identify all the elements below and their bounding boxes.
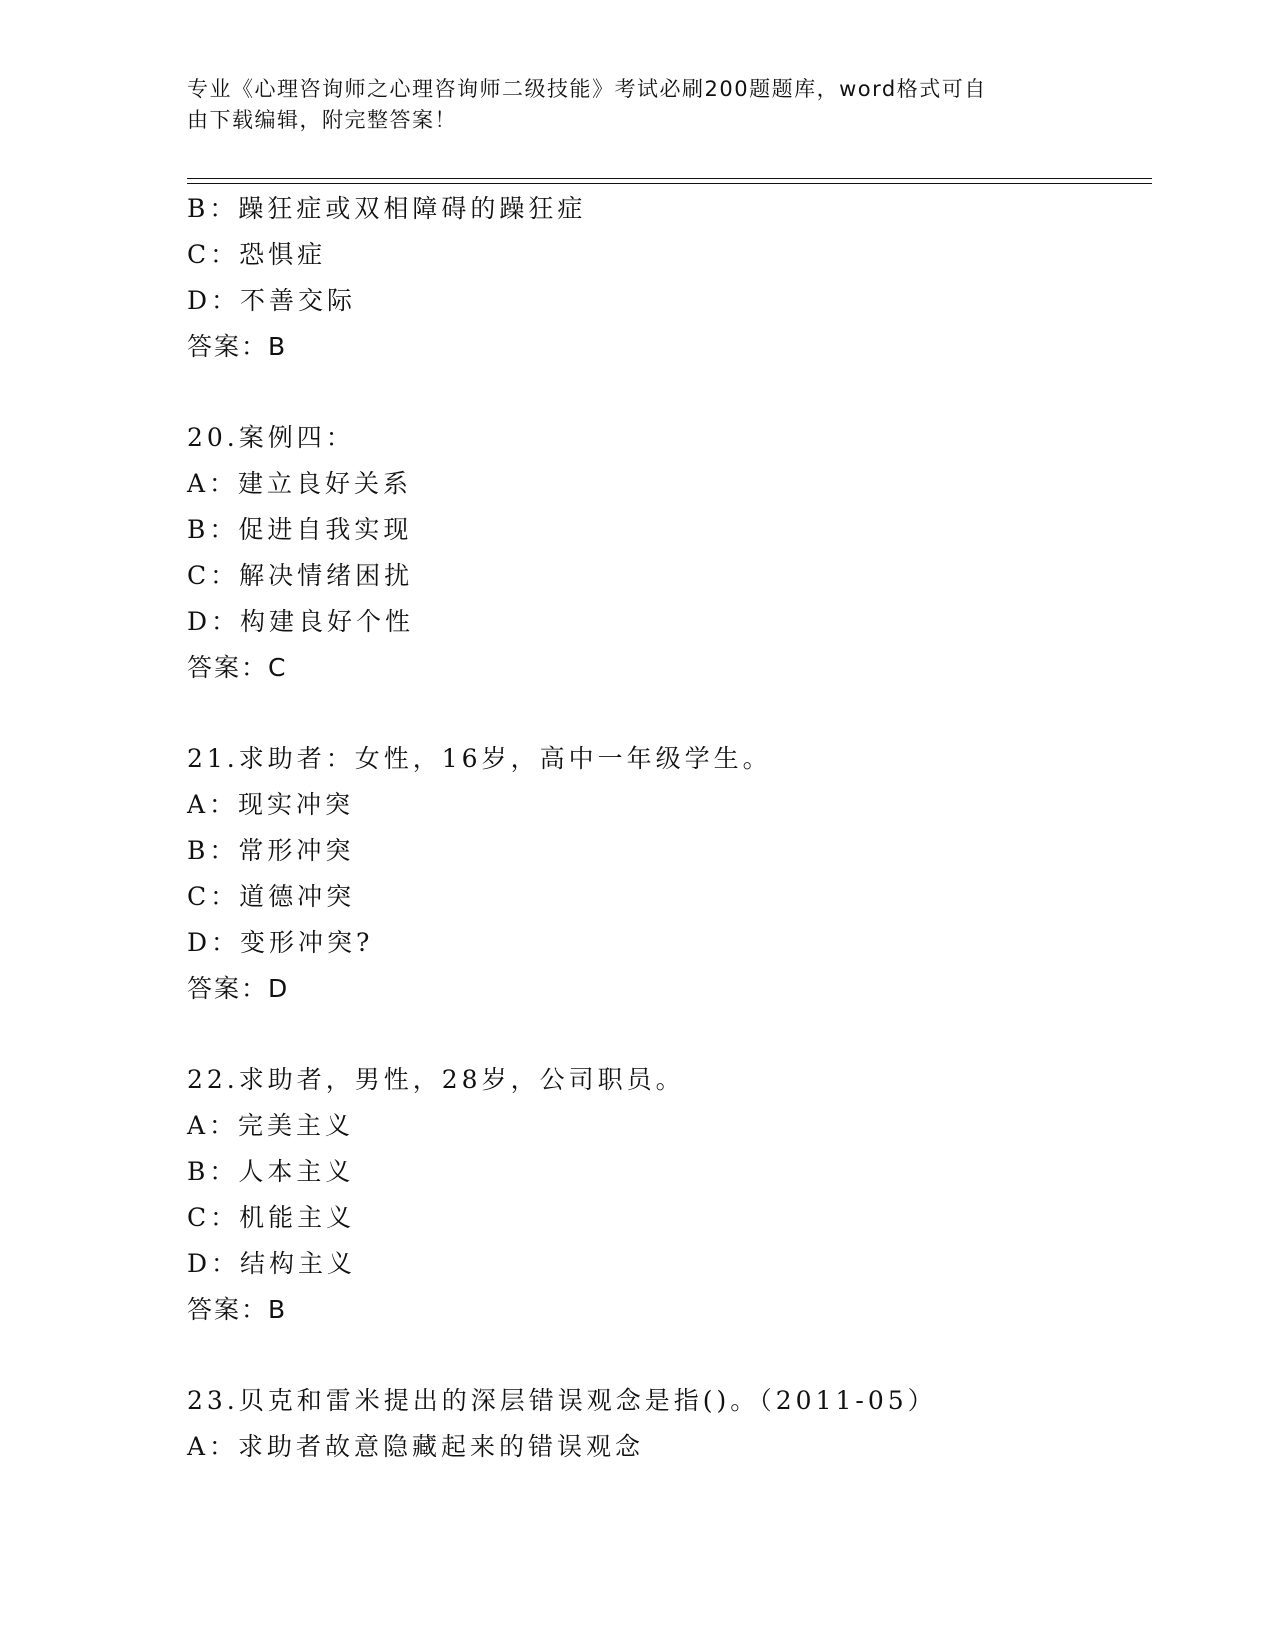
question-19 bbox=[187, 186, 1147, 370]
question-23 bbox=[187, 1378, 1147, 1470]
option-b: B：人本主义 bbox=[187, 1157, 355, 1186]
option-a: A：完美主义 bbox=[187, 1111, 355, 1140]
option-a: A：求助者故意隐藏起来的错误观念 bbox=[187, 1432, 645, 1461]
option-d: D：构建良好个性 bbox=[187, 607, 415, 636]
answer: 答案：B bbox=[187, 332, 288, 361]
document-header bbox=[187, 74, 1067, 136]
option-c: C：道德冲突 bbox=[187, 882, 356, 911]
option-a: A：现实冲突 bbox=[187, 790, 355, 819]
option-d: D：结构主义 bbox=[187, 1249, 357, 1278]
header-divider-bottom bbox=[187, 183, 1152, 184]
question-stem: 23.贝克和雷米提出的深层错误观念是指()。（2011-05） bbox=[187, 1386, 937, 1415]
answer: 答案：C bbox=[187, 653, 288, 682]
question-20 bbox=[187, 415, 1147, 691]
header-line-1: 专业《心理咨询师之心理咨询师二级技能》考试必刷200题题库，word格式可自 bbox=[187, 77, 987, 101]
option-c: C：恐惧症 bbox=[187, 240, 327, 269]
option-d: D：变形冲突? bbox=[187, 928, 374, 957]
answer: 答案：B bbox=[187, 1295, 288, 1324]
question-stem: 20.案例四： bbox=[187, 423, 355, 452]
header-divider-top bbox=[187, 178, 1152, 179]
header-line-2: 由下载编辑，附完整答案！ bbox=[187, 108, 457, 132]
option-b: B：常形冲突 bbox=[187, 836, 355, 865]
option-c: C：解决情绪困扰 bbox=[187, 561, 414, 590]
question-stem: 22.求助者，男性，28岁，公司职员。 bbox=[187, 1065, 685, 1094]
question-22 bbox=[187, 1057, 1147, 1333]
option-d: D：不善交际 bbox=[187, 286, 357, 315]
option-b: B：躁狂症或双相障碍的躁狂症 bbox=[187, 194, 587, 223]
question-21 bbox=[187, 736, 1147, 1012]
question-list bbox=[187, 186, 1147, 1470]
option-b: B：促进自我实现 bbox=[187, 515, 413, 544]
answer: 答案：D bbox=[187, 974, 290, 1003]
option-a: A：建立良好关系 bbox=[187, 469, 413, 498]
option-c: C：机能主义 bbox=[187, 1203, 356, 1232]
question-stem: 21.求助者：女性，16岁，高中一年级学生。 bbox=[187, 744, 772, 773]
